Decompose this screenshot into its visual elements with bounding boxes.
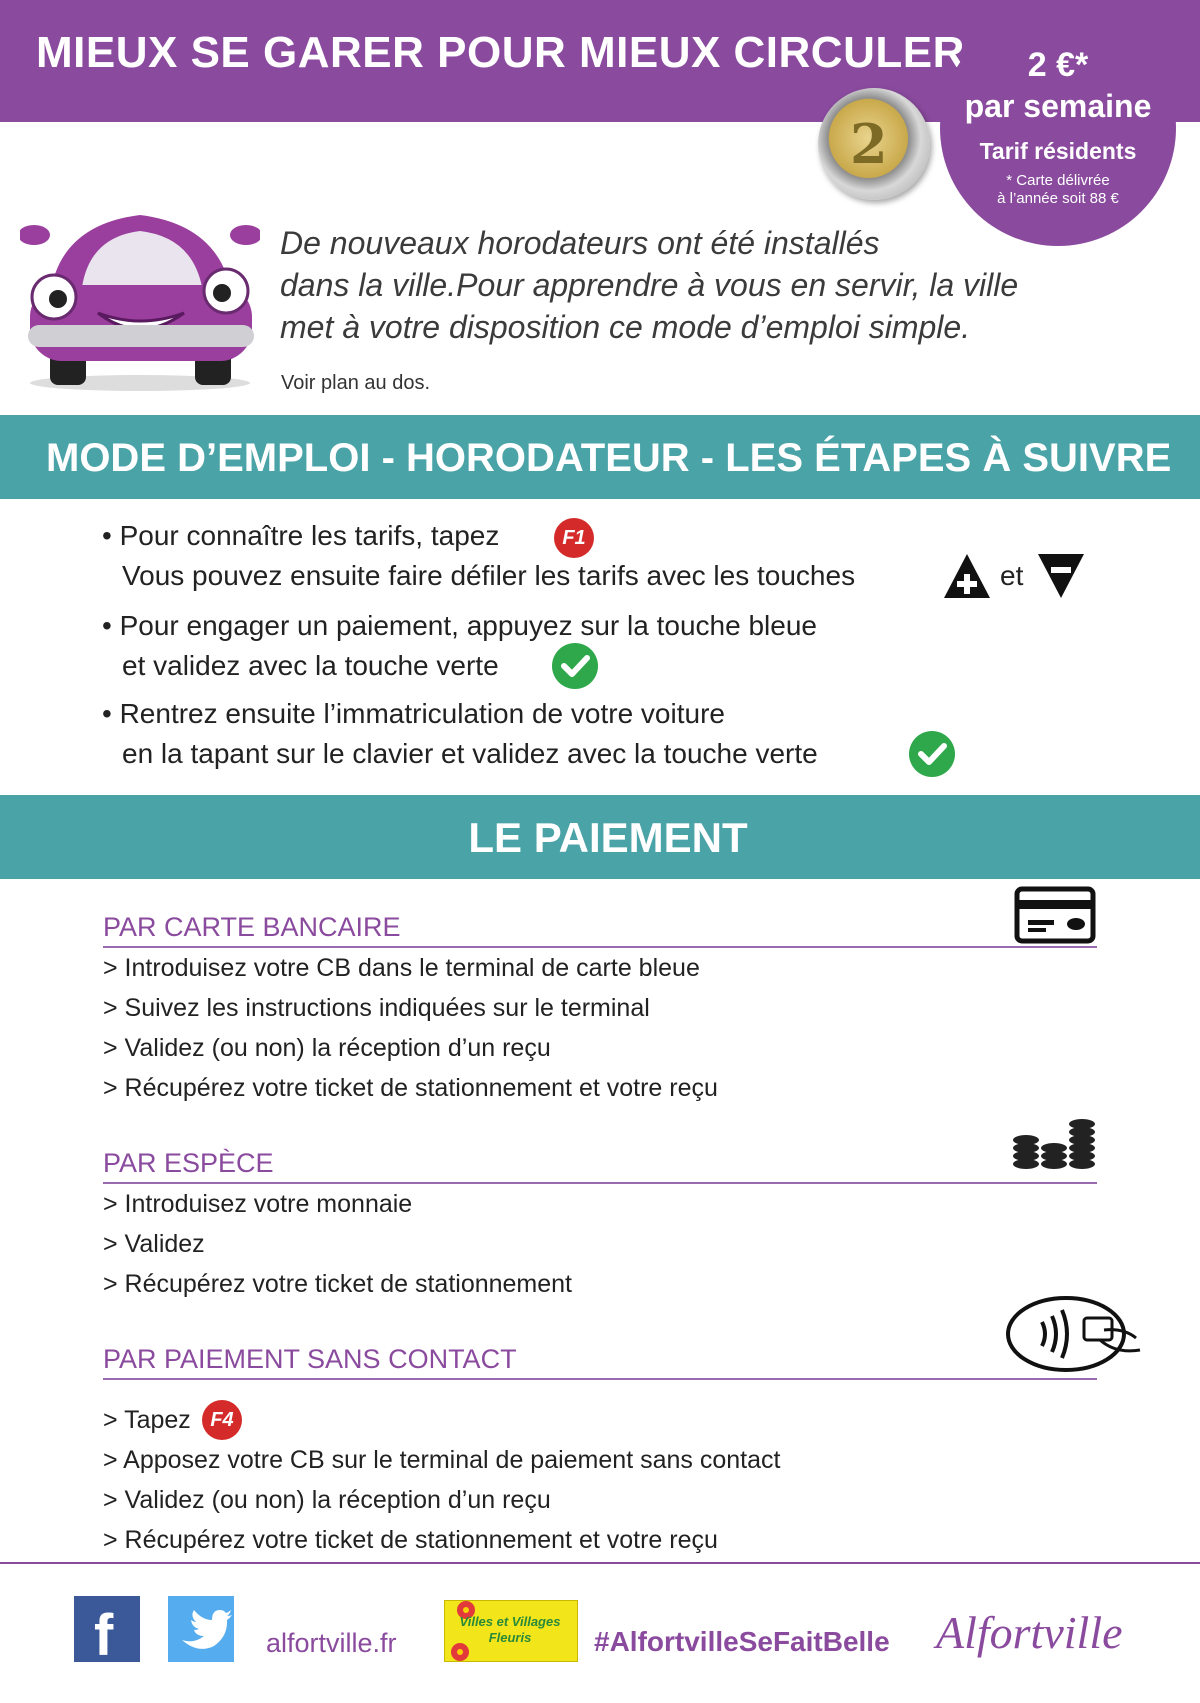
credit-card-icon — [1014, 886, 1096, 944]
step3-line1: • Rentrez ensuite l’immatriculation de votre voiture — [102, 698, 725, 729]
carte-line-3: > Validez (ou non) la réception d’un reçu — [103, 1034, 551, 1062]
mode-emploi-title: MODE D’EMPLOI - HORODATEUR - LES ÉTAPES À SUIVRE — [46, 436, 1172, 480]
carte-line-1: > Introduisez votre CB dans le terminal de carte bleue — [103, 954, 700, 982]
facebook-letter: f — [94, 1603, 114, 1668]
carte-section-title: PAR CARTE BANCAIRE — [103, 912, 401, 942]
sans-contact-section-divider — [103, 1378, 1097, 1380]
espece-section-title: PAR ESPÈCE — [103, 1148, 274, 1178]
website-link[interactable]: alfortville.fr — [266, 1628, 397, 1658]
carte-line-2: > Suivez les instructions indiquées sur le terminal — [103, 994, 650, 1022]
intro-line-3: met à votre disposition ce mode d’emploi simple. — [280, 309, 971, 345]
carte-section-divider — [103, 946, 1097, 948]
price-tarif: Tarif résidents — [979, 138, 1137, 164]
intro-line-1: De nouveaux horodateurs ont été installés — [280, 225, 880, 261]
intro-note: Voir plan au dos. — [281, 372, 430, 394]
intro-paragraph — [280, 222, 1120, 348]
sans-contact-section-title: PAR PAIEMENT SANS CONTACT — [103, 1344, 517, 1374]
facebook-icon[interactable] — [74, 1596, 140, 1668]
f4-key-badge: F4 — [202, 1400, 242, 1440]
step3-line2: en la tapant sur le clavier et validez avec la touche verte — [122, 738, 818, 769]
step2-line1: • Pour engager un paiement, appuyez sur la touche bleue — [102, 610, 817, 641]
step2-line2: et validez avec la touche verte — [122, 650, 499, 681]
page-title: MIEUX SE GARER POUR MIEUX CIRCULER — [36, 28, 965, 77]
check-icon — [908, 730, 956, 778]
sans-contact-line-3: > Récupérez votre ticket de stationnement et votre reçu — [103, 1526, 718, 1554]
footer-divider — [0, 1562, 1200, 1564]
coin-value: 2 — [850, 112, 888, 176]
minus-key-icon — [1036, 552, 1086, 600]
price-note-line1: * Carte délivrée — [1006, 172, 1110, 189]
contactless-icon — [1004, 1294, 1144, 1374]
step1-line1: • Pour connaître les tarifs, tapez — [102, 520, 500, 551]
sans-contact-line-1: > Apposez votre CB sur le terminal de paiement sans contact — [103, 1446, 781, 1474]
step1-et: et — [1000, 560, 1024, 591]
villes-line2: Fleuris — [488, 1630, 532, 1645]
alfortville-logo: Alfortville — [936, 1607, 1123, 1658]
price-note-line2: à l’année soit 88 € — [997, 190, 1119, 207]
intro-line-2: dans la ville.Pour apprendre à vous en servir, la ville — [280, 267, 1019, 303]
paiement-title: LE PAIEMENT — [468, 814, 748, 861]
twitter-icon[interactable] — [168, 1596, 234, 1662]
coins-icon — [1012, 1112, 1098, 1172]
espece-section-divider — [103, 1182, 1097, 1184]
hashtag: #AlfortvilleSeFaitBelle — [594, 1626, 890, 1657]
f1-key-badge: F1 — [554, 518, 594, 558]
sans-contact-line-2: > Validez (ou non) la réception d’un reçu — [103, 1486, 551, 1514]
check-icon — [551, 642, 599, 690]
price-period: par semaine — [964, 88, 1152, 124]
espece-line-2: > Validez — [103, 1230, 205, 1258]
villes-line1: Villes et Villages — [459, 1614, 561, 1629]
car-illustration — [20, 205, 260, 395]
espece-line-1: > Introduisez votre monnaie — [103, 1190, 413, 1218]
carte-line-4: > Récupérez votre ticket de stationnement et votre reçu — [103, 1074, 718, 1102]
espece-line-3: > Récupérez votre ticket de stationnement — [103, 1270, 573, 1298]
step1-line2: Vous pouvez ensuite faire défiler les tarifs avec les touches — [122, 560, 856, 591]
sans-contact-tapez: > Tapez — [103, 1406, 191, 1434]
plus-key-icon — [942, 552, 992, 600]
price-amount: 2 €* — [1027, 46, 1089, 84]
